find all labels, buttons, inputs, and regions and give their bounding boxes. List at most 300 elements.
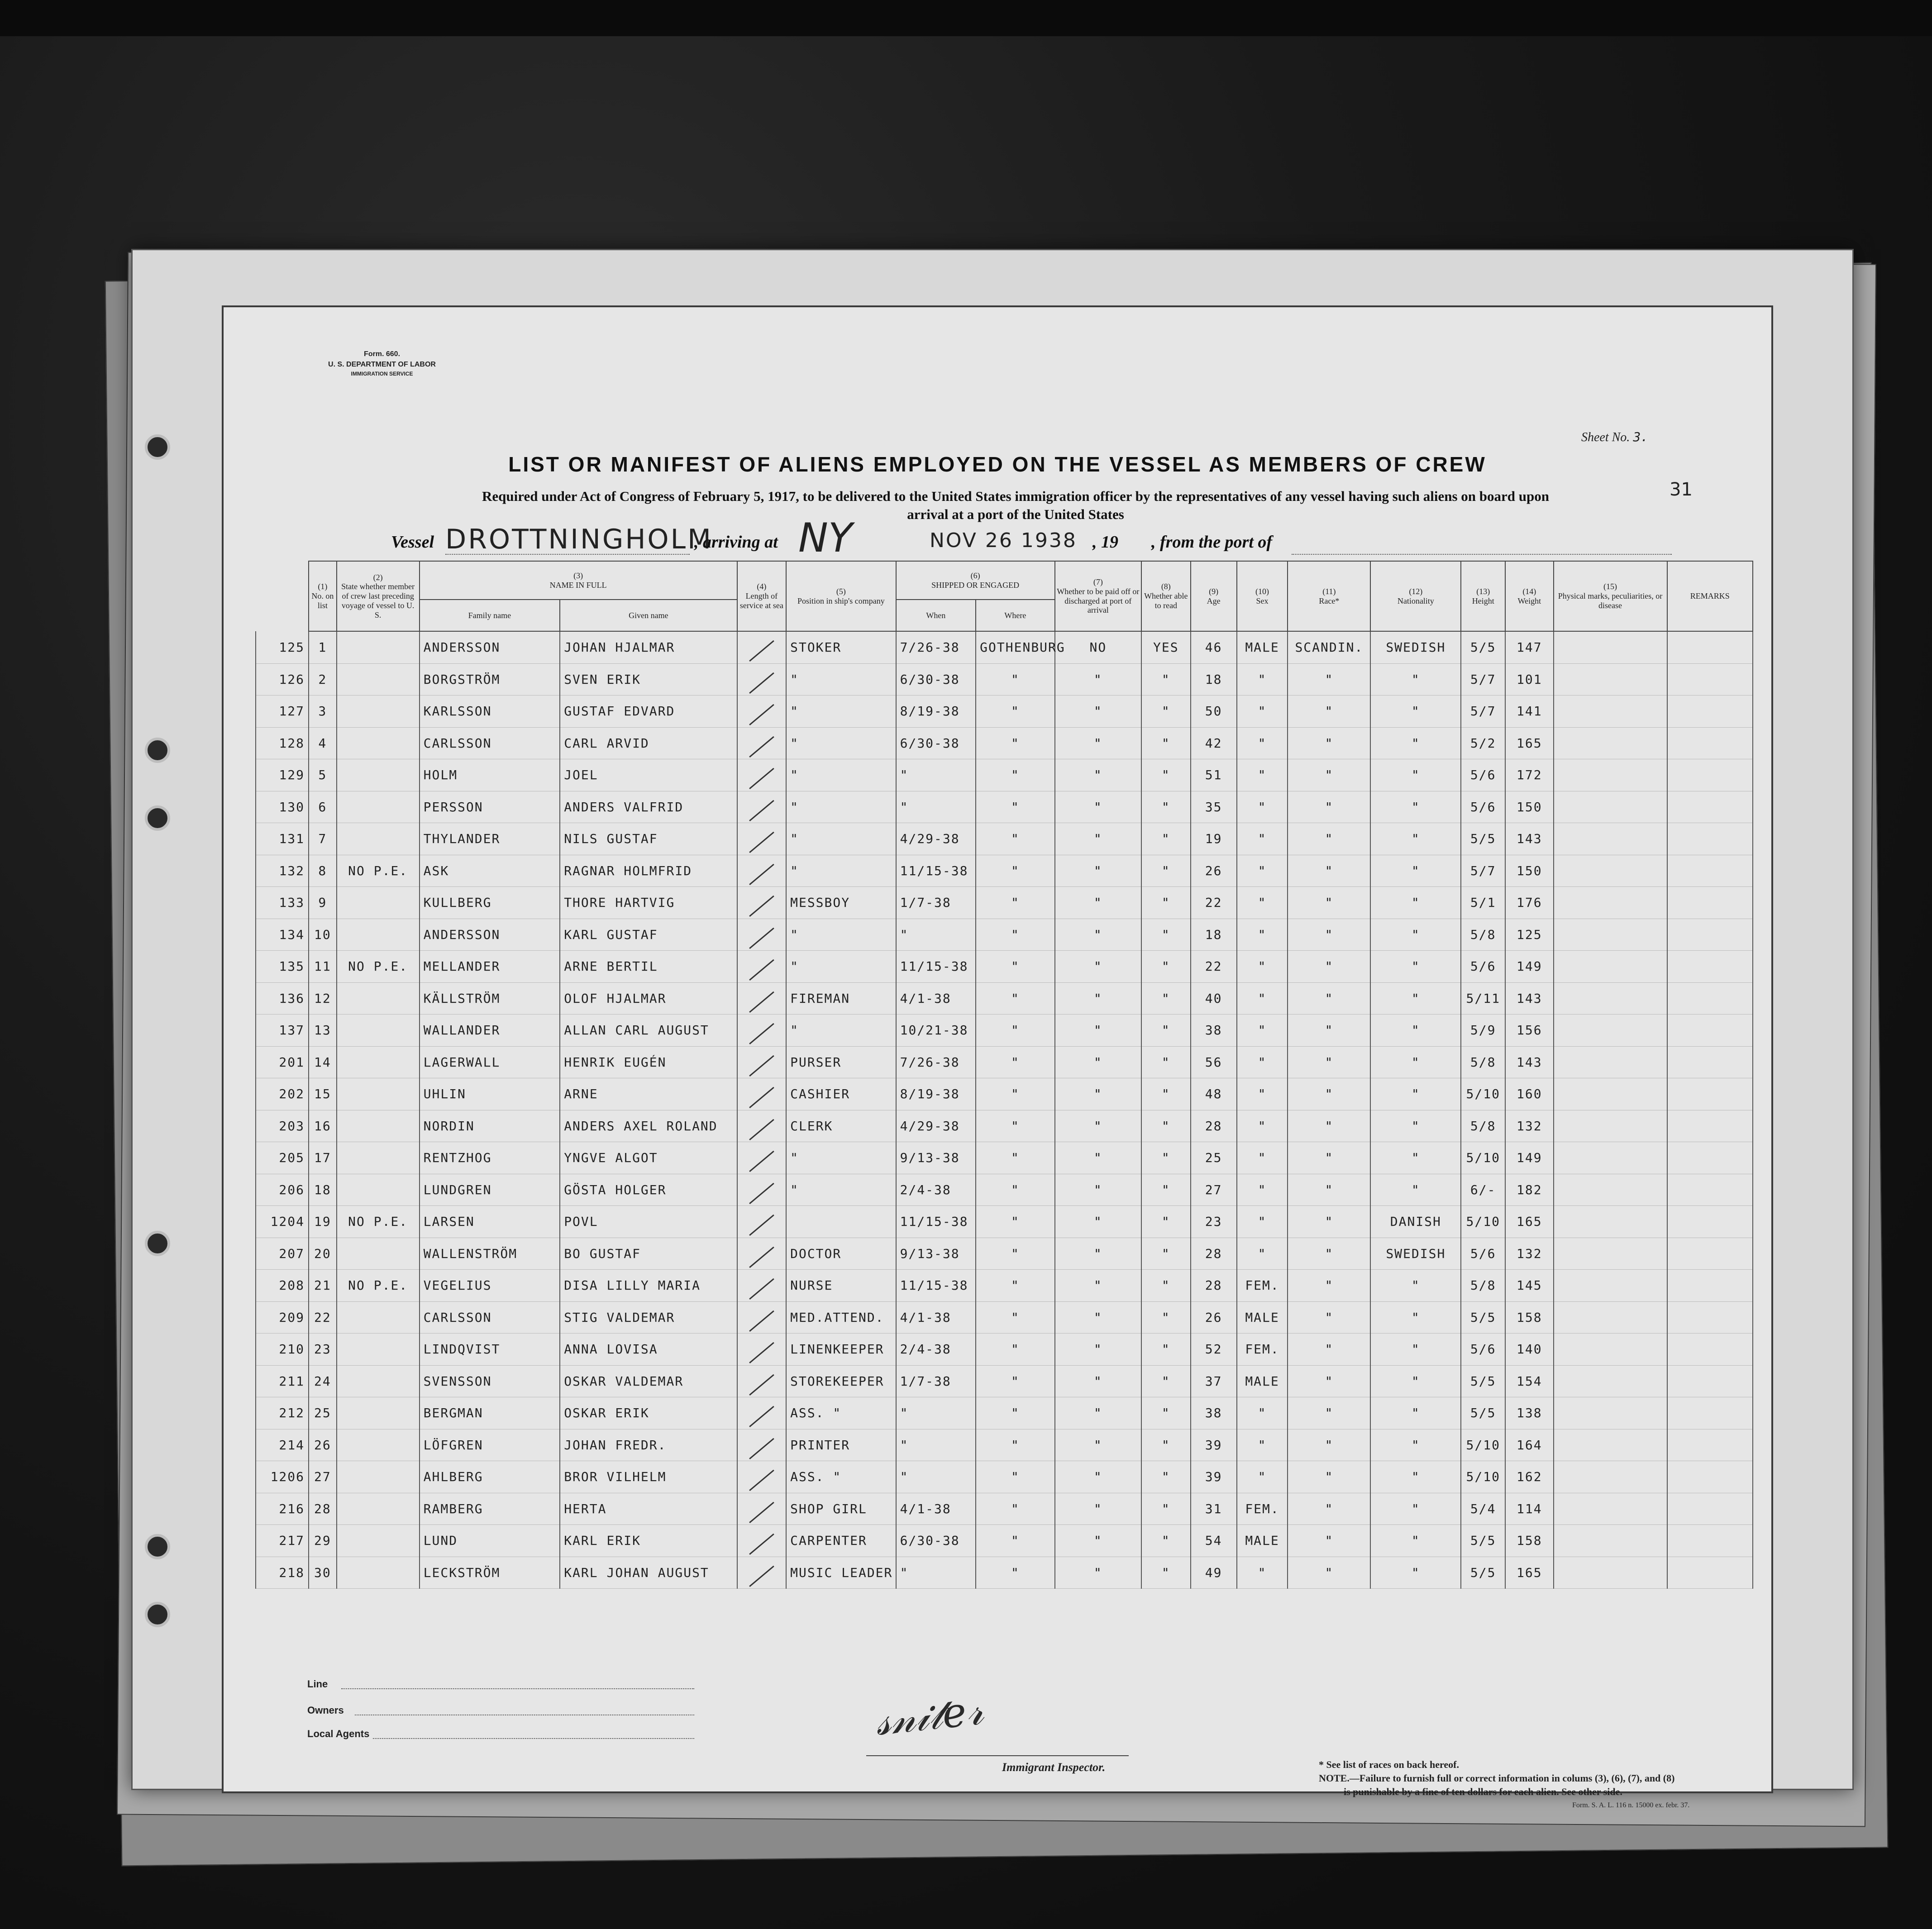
row-physical-marks xyxy=(1554,1015,1667,1047)
row-prev-voyage xyxy=(337,695,420,728)
table-row xyxy=(256,1429,1753,1461)
row-position: " xyxy=(786,663,896,695)
row-sex: " xyxy=(1237,1461,1288,1493)
row-physical-marks xyxy=(1554,759,1667,791)
row-shipped-where: " xyxy=(976,759,1054,791)
row-able-to-read: " xyxy=(1141,791,1190,823)
row-prev-voyage xyxy=(337,759,420,791)
row-family-name: SVENSSON xyxy=(420,1365,560,1397)
row-paid-off: " xyxy=(1055,1557,1141,1589)
row-margin-number: 210 xyxy=(256,1334,309,1366)
row-shipped-when: 8/19-38 xyxy=(896,1078,976,1110)
table-row xyxy=(256,631,1753,663)
row-sex: FEM. xyxy=(1237,1270,1288,1302)
row-race: " xyxy=(1288,727,1370,759)
row-age: 39 xyxy=(1191,1461,1237,1493)
row-height: 5/5 xyxy=(1461,1301,1505,1334)
col-race-header: (11) Race* xyxy=(1288,561,1370,631)
row-service-mark xyxy=(737,1110,786,1142)
row-service-mark xyxy=(737,791,786,823)
row-able-to-read: " xyxy=(1141,951,1190,983)
row-remarks xyxy=(1667,1206,1753,1238)
row-shipped-where: " xyxy=(976,1429,1054,1461)
row-given-name: GÖSTA HOLGER xyxy=(560,1174,737,1206)
row-margin-number: 218 xyxy=(256,1557,309,1589)
row-shipped-where: " xyxy=(976,1206,1054,1238)
row-shipped-when: " xyxy=(896,791,976,823)
row-remarks xyxy=(1667,1429,1753,1461)
col-height-header: (13) Height xyxy=(1461,561,1505,631)
row-race: " xyxy=(1288,951,1370,983)
row-service-mark xyxy=(737,1174,786,1206)
signature-line xyxy=(866,1755,1129,1756)
col-weight-header: (14) Weight xyxy=(1505,561,1553,631)
row-height: 5/10 xyxy=(1461,1461,1505,1493)
row-age: 46 xyxy=(1191,631,1237,663)
row-nationality: " xyxy=(1370,791,1461,823)
row-weight: 132 xyxy=(1505,1110,1553,1142)
table-row xyxy=(256,919,1753,951)
row-given-name: ALLAN CARL AUGUST xyxy=(560,1015,737,1047)
row-paid-off: " xyxy=(1055,1078,1141,1110)
row-family-name: LARSEN xyxy=(420,1206,560,1238)
row-position: ASS. " xyxy=(786,1461,896,1493)
col-shipped-header: (6) SHIPPED OR ENGAGED xyxy=(896,561,1055,600)
binder-hole xyxy=(145,1534,170,1559)
row-height: 5/5 xyxy=(1461,1397,1505,1429)
row-nationality: " xyxy=(1370,951,1461,983)
row-age: 42 xyxy=(1191,727,1237,759)
row-service-mark xyxy=(737,1015,786,1047)
page-title: LIST OR MANIFEST OF ALIENS EMPLOYED ON THE VESSEL AS MEMBERS OF CREW xyxy=(508,452,1487,476)
row-race: " xyxy=(1288,759,1370,791)
row-sex: " xyxy=(1237,791,1288,823)
table-row xyxy=(256,1270,1753,1302)
row-shipped-when: " xyxy=(896,1397,976,1429)
row-given-name: BROR VILHELM xyxy=(560,1461,737,1493)
row-race: " xyxy=(1288,982,1370,1015)
row-physical-marks xyxy=(1554,695,1667,728)
row-number: 22 xyxy=(309,1301,337,1334)
row-shipped-when: 9/13-38 xyxy=(896,1238,976,1270)
row-shipped-where: " xyxy=(976,1110,1054,1142)
row-able-to-read: " xyxy=(1141,1110,1190,1142)
row-number: 5 xyxy=(309,759,337,791)
row-race: " xyxy=(1288,1365,1370,1397)
table-row xyxy=(256,1174,1753,1206)
binder-hole xyxy=(145,1231,170,1256)
row-nationality: " xyxy=(1370,1525,1461,1557)
row-race: " xyxy=(1288,1142,1370,1174)
row-position: MESSBOY xyxy=(786,887,896,919)
row-shipped-when: 6/30-38 xyxy=(896,727,976,759)
row-sex: FEM. xyxy=(1237,1493,1288,1525)
row-paid-off: " xyxy=(1055,1015,1141,1047)
arriving-port: NY xyxy=(798,514,853,561)
slash-mark xyxy=(749,800,774,821)
row-given-name: POVL xyxy=(560,1206,737,1238)
row-height: 5/5 xyxy=(1461,1365,1505,1397)
row-service-mark xyxy=(737,631,786,663)
row-race: " xyxy=(1288,1015,1370,1047)
col-paid-off-header: (7) Whether to be paid off or discharged at port of arrival xyxy=(1055,561,1141,631)
row-race: " xyxy=(1288,1461,1370,1493)
row-family-name: BERGMAN xyxy=(420,1397,560,1429)
row-remarks xyxy=(1667,887,1753,919)
row-shipped-where: " xyxy=(976,1334,1054,1366)
row-service-mark xyxy=(737,1334,786,1366)
sheet-value: 3. xyxy=(1633,429,1649,444)
table-row xyxy=(256,823,1753,855)
form-code: Form. S. A. L. 116 n. 15000 ex. febr. 37. xyxy=(1572,1801,1690,1809)
row-margin-number: 130 xyxy=(256,791,309,823)
row-race: " xyxy=(1288,1046,1370,1078)
row-nationality: " xyxy=(1370,919,1461,951)
row-able-to-read: " xyxy=(1141,1301,1190,1334)
col-service-header: (4) Length of service at sea xyxy=(737,561,786,631)
row-height: 5/8 xyxy=(1461,1270,1505,1302)
row-remarks xyxy=(1667,727,1753,759)
table-row xyxy=(256,727,1753,759)
table-row xyxy=(256,1046,1753,1078)
slash-mark xyxy=(749,1470,774,1491)
row-remarks xyxy=(1667,1334,1753,1366)
row-paid-off: " xyxy=(1055,887,1141,919)
slash-mark xyxy=(749,1374,774,1396)
row-physical-marks xyxy=(1554,1334,1667,1366)
table-row xyxy=(256,1301,1753,1334)
row-nationality: SWEDISH xyxy=(1370,1238,1461,1270)
subtitle-line-2: arrival at a port of the United States xyxy=(907,506,1124,522)
row-race: " xyxy=(1288,1078,1370,1110)
row-shipped-when: 7/26-38 xyxy=(896,1046,976,1078)
row-weight: 143 xyxy=(1505,982,1553,1015)
row-physical-marks xyxy=(1554,1206,1667,1238)
row-age: 35 xyxy=(1191,791,1237,823)
row-number: 18 xyxy=(309,1174,337,1206)
row-sex: " xyxy=(1237,855,1288,887)
row-age: 22 xyxy=(1191,887,1237,919)
row-given-name: ARNE xyxy=(560,1078,737,1110)
row-remarks xyxy=(1667,663,1753,695)
row-nationality: " xyxy=(1370,1493,1461,1525)
row-sex: " xyxy=(1237,1174,1288,1206)
row-physical-marks xyxy=(1554,1301,1667,1334)
row-remarks xyxy=(1667,791,1753,823)
row-number: 23 xyxy=(309,1334,337,1366)
row-age: 37 xyxy=(1191,1365,1237,1397)
row-paid-off: " xyxy=(1055,855,1141,887)
row-prev-voyage xyxy=(337,1015,420,1047)
row-family-name: LUND xyxy=(420,1525,560,1557)
row-number: 16 xyxy=(309,1110,337,1142)
binder-hole xyxy=(145,1602,170,1627)
row-weight: 140 xyxy=(1505,1334,1553,1366)
slash-mark xyxy=(749,1247,774,1268)
row-shipped-when: 6/30-38 xyxy=(896,1525,976,1557)
row-age: 38 xyxy=(1191,1397,1237,1429)
row-prev-voyage xyxy=(337,1493,420,1525)
row-nationality: " xyxy=(1370,887,1461,919)
row-shipped-when: 4/29-38 xyxy=(896,823,976,855)
row-margin-number: 211 xyxy=(256,1365,309,1397)
row-family-name: UHLIN xyxy=(420,1078,560,1110)
table-row xyxy=(256,1397,1753,1429)
row-family-name: AHLBERG xyxy=(420,1461,560,1493)
row-physical-marks xyxy=(1554,1525,1667,1557)
row-family-name: LÖFGREN xyxy=(420,1429,560,1461)
row-service-mark xyxy=(737,695,786,728)
row-shipped-where: " xyxy=(976,1301,1054,1334)
row-remarks xyxy=(1667,1493,1753,1525)
row-given-name: ANDERS VALFRID xyxy=(560,791,737,823)
row-position: STOREKEEPER xyxy=(786,1365,896,1397)
row-margin-number: 131 xyxy=(256,823,309,855)
row-able-to-read: " xyxy=(1141,727,1190,759)
row-paid-off: NO xyxy=(1055,631,1141,663)
row-family-name: LINDQVIST xyxy=(420,1334,560,1366)
row-number: 26 xyxy=(309,1429,337,1461)
manifest-rows xyxy=(256,631,1753,1589)
table-row xyxy=(256,1365,1753,1397)
row-prev-voyage xyxy=(337,1078,420,1110)
row-physical-marks xyxy=(1554,663,1667,695)
row-race: " xyxy=(1288,919,1370,951)
row-service-mark xyxy=(737,1046,786,1078)
row-family-name: ANDERSSON xyxy=(420,919,560,951)
row-sex: " xyxy=(1237,1429,1288,1461)
row-weight: 158 xyxy=(1505,1301,1553,1334)
row-able-to-read: " xyxy=(1141,1525,1190,1557)
row-shipped-where: " xyxy=(976,1525,1054,1557)
row-service-mark xyxy=(737,1493,786,1525)
col-position-header: (5) Position in ship's company xyxy=(786,561,896,631)
row-weight: 143 xyxy=(1505,1046,1553,1078)
row-given-name: SVEN ERIK xyxy=(560,663,737,695)
row-weight: 164 xyxy=(1505,1429,1553,1461)
row-race: " xyxy=(1288,887,1370,919)
row-shipped-where: GOTHENBURG xyxy=(976,631,1054,663)
row-number: 30 xyxy=(309,1557,337,1589)
row-age: 40 xyxy=(1191,982,1237,1015)
row-number: 17 xyxy=(309,1142,337,1174)
row-shipped-when: 9/13-38 xyxy=(896,1142,976,1174)
row-shipped-when: 8/19-38 xyxy=(896,695,976,728)
row-paid-off: " xyxy=(1055,982,1141,1015)
row-position: " xyxy=(786,855,896,887)
row-prev-voyage xyxy=(337,791,420,823)
row-physical-marks xyxy=(1554,919,1667,951)
row-number: 13 xyxy=(309,1015,337,1047)
row-remarks xyxy=(1667,1525,1753,1557)
row-sex: " xyxy=(1237,1206,1288,1238)
row-given-name: CARL ARVID xyxy=(560,727,737,759)
row-shipped-when: 4/1-38 xyxy=(896,1493,976,1525)
row-age: 26 xyxy=(1191,1301,1237,1334)
slash-mark xyxy=(749,1087,774,1108)
row-weight: 132 xyxy=(1505,1238,1553,1270)
row-prev-voyage xyxy=(337,1238,420,1270)
row-nationality: " xyxy=(1370,1174,1461,1206)
slash-mark xyxy=(749,768,774,789)
row-prev-voyage: NO P.E. xyxy=(337,1270,420,1302)
row-shipped-when: 1/7-38 xyxy=(896,887,976,919)
row-nationality: " xyxy=(1370,1078,1461,1110)
row-margin-number: 209 xyxy=(256,1301,309,1334)
row-shipped-when: " xyxy=(896,919,976,951)
row-margin-number: 216 xyxy=(256,1493,309,1525)
row-service-mark xyxy=(737,951,786,983)
line-label: Line xyxy=(307,1678,328,1690)
row-shipped-when: 11/15-38 xyxy=(896,1270,976,1302)
row-race: " xyxy=(1288,1397,1370,1429)
row-physical-marks xyxy=(1554,1493,1667,1525)
table-row xyxy=(256,1078,1753,1110)
row-margin-number: 217 xyxy=(256,1525,309,1557)
slash-mark xyxy=(749,959,774,981)
row-family-name: LUNDGREN xyxy=(420,1174,560,1206)
row-height: 5/10 xyxy=(1461,1206,1505,1238)
row-position: LINENKEEPER xyxy=(786,1334,896,1366)
row-sex: MALE xyxy=(1237,1525,1288,1557)
row-family-name: LECKSTRÖM xyxy=(420,1557,560,1589)
vessel-name: DROTTNINGHOLM xyxy=(445,524,713,555)
row-sex: " xyxy=(1237,1397,1288,1429)
row-service-mark xyxy=(737,1429,786,1461)
col-sex-header: (10) Sex xyxy=(1237,561,1288,631)
row-sex: " xyxy=(1237,982,1288,1015)
row-service-mark xyxy=(737,855,786,887)
row-able-to-read: " xyxy=(1141,1015,1190,1047)
row-age: 49 xyxy=(1191,1557,1237,1589)
row-sex: " xyxy=(1237,823,1288,855)
row-prev-voyage xyxy=(337,1429,420,1461)
row-sex: " xyxy=(1237,919,1288,951)
row-position: " xyxy=(786,1142,896,1174)
row-paid-off: " xyxy=(1055,791,1141,823)
row-number: 19 xyxy=(309,1206,337,1238)
row-shipped-where: " xyxy=(976,791,1054,823)
row-prev-voyage xyxy=(337,1046,420,1078)
margin-header xyxy=(256,561,309,631)
row-remarks xyxy=(1667,1078,1753,1110)
row-margin-number: 128 xyxy=(256,727,309,759)
col-nationality-header: (12) Nationality xyxy=(1370,561,1461,631)
row-sex: " xyxy=(1237,663,1288,695)
row-paid-off: " xyxy=(1055,1206,1141,1238)
row-age: 28 xyxy=(1191,1110,1237,1142)
col-read-header: (8) Whether able to read xyxy=(1141,561,1190,631)
row-family-name: NORDIN xyxy=(420,1110,560,1142)
row-physical-marks xyxy=(1554,1461,1667,1493)
row-nationality: " xyxy=(1370,1046,1461,1078)
row-family-name: KULLBERG xyxy=(420,887,560,919)
col-name-header: (3) NAME IN FULL xyxy=(420,561,737,600)
row-prev-voyage xyxy=(337,663,420,695)
row-number: 10 xyxy=(309,919,337,951)
row-able-to-read: " xyxy=(1141,1365,1190,1397)
row-prev-voyage xyxy=(337,1557,420,1589)
binder-hole xyxy=(145,805,170,831)
row-shipped-where: " xyxy=(976,982,1054,1015)
row-sex: MALE xyxy=(1237,1301,1288,1334)
col-physical-marks-header: (15) Physical marks, peculiarities, or disease xyxy=(1554,561,1667,631)
row-able-to-read: " xyxy=(1141,1557,1190,1589)
row-weight: 154 xyxy=(1505,1365,1553,1397)
table-row xyxy=(256,1206,1753,1238)
row-shipped-when: " xyxy=(896,1429,976,1461)
row-physical-marks xyxy=(1554,887,1667,919)
row-shipped-where: " xyxy=(976,1397,1054,1429)
row-race: " xyxy=(1288,823,1370,855)
row-position: FIREMAN xyxy=(786,982,896,1015)
row-given-name: ANNA LOVISA xyxy=(560,1334,737,1366)
row-paid-off: " xyxy=(1055,759,1141,791)
row-paid-off: " xyxy=(1055,1525,1141,1557)
row-family-name: BORGSTRÖM xyxy=(420,663,560,695)
row-age: 51 xyxy=(1191,759,1237,791)
row-prev-voyage xyxy=(337,631,420,663)
row-race: " xyxy=(1288,1557,1370,1589)
row-prev-voyage xyxy=(337,919,420,951)
row-paid-off: " xyxy=(1055,1142,1141,1174)
row-race: " xyxy=(1288,855,1370,887)
row-remarks xyxy=(1667,1110,1753,1142)
row-able-to-read: " xyxy=(1141,1493,1190,1525)
row-nationality: " xyxy=(1370,759,1461,791)
row-age: 25 xyxy=(1191,1142,1237,1174)
row-shipped-when: 11/15-38 xyxy=(896,1206,976,1238)
line-field xyxy=(341,1688,694,1689)
vessel-underline xyxy=(445,554,690,555)
row-remarks xyxy=(1667,982,1753,1015)
row-physical-marks xyxy=(1554,855,1667,887)
row-margin-number: 127 xyxy=(256,695,309,728)
row-shipped-where: " xyxy=(976,1365,1054,1397)
row-position: PRINTER xyxy=(786,1429,896,1461)
col-remarks-header: REMARKS xyxy=(1667,561,1753,631)
slash-mark xyxy=(749,1151,774,1172)
row-age: 26 xyxy=(1191,855,1237,887)
row-physical-marks xyxy=(1554,1046,1667,1078)
slash-mark xyxy=(749,1215,774,1236)
row-able-to-read: " xyxy=(1141,1078,1190,1110)
row-weight: 158 xyxy=(1505,1525,1553,1557)
row-margin-number: 135 xyxy=(256,951,309,983)
row-service-mark xyxy=(737,1397,786,1429)
row-paid-off: " xyxy=(1055,1461,1141,1493)
row-physical-marks xyxy=(1554,1174,1667,1206)
row-race: " xyxy=(1288,1525,1370,1557)
row-height: 5/10 xyxy=(1461,1078,1505,1110)
row-margin-number: 1204 xyxy=(256,1206,309,1238)
row-physical-marks xyxy=(1554,791,1667,823)
row-number: 28 xyxy=(309,1493,337,1525)
row-paid-off: " xyxy=(1055,1301,1141,1334)
row-given-name: THORE HARTVIG xyxy=(560,887,737,919)
slash-mark xyxy=(749,736,774,757)
slash-mark xyxy=(749,704,774,725)
row-prev-voyage xyxy=(337,1365,420,1397)
row-number: 25 xyxy=(309,1397,337,1429)
row-weight: 176 xyxy=(1505,887,1553,919)
row-service-mark xyxy=(737,887,786,919)
row-nationality: " xyxy=(1370,1365,1461,1397)
table-row xyxy=(256,1461,1753,1493)
row-remarks xyxy=(1667,1365,1753,1397)
row-nationality: " xyxy=(1370,982,1461,1015)
row-height: 5/8 xyxy=(1461,1046,1505,1078)
